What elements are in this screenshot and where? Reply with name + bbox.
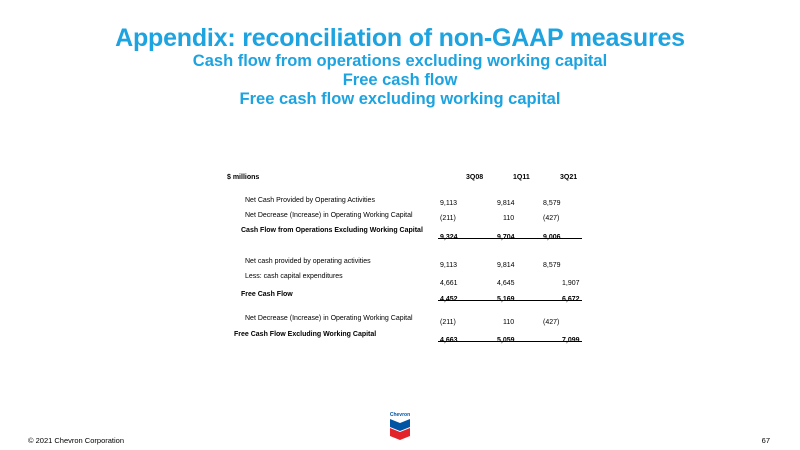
total-3q08: 4,663: [440, 337, 458, 344]
total-3q21: 9,006: [543, 234, 561, 241]
cell-3q08: (211): [440, 215, 456, 222]
column-header-1q11: 1Q11: [513, 174, 530, 181]
row-label: Net Decrease (Increase) in Operating Working Capital: [245, 212, 413, 219]
subtitle-2: Free cash flow: [342, 71, 458, 89]
row-label: Less: cash capital expenditures: [245, 273, 343, 280]
cell-3q21: 8,579: [543, 262, 561, 269]
logo-text: Chevron: [389, 412, 411, 418]
cell-3q08: (211): [440, 319, 456, 326]
row-label: Net cash provided by operating activities: [245, 258, 371, 265]
total-label: Free Cash Flow Excluding Working Capital: [234, 331, 377, 338]
total-label: Free Cash Flow: [241, 291, 293, 298]
unit-header: $ millions: [227, 174, 260, 181]
page-title: Appendix: reconciliation of non-GAAP measures: [115, 24, 685, 52]
column-header-3q21: 3Q21: [560, 174, 578, 181]
cell-1q11: 9,814: [497, 200, 515, 207]
cell-3q08: 4,661: [440, 280, 458, 287]
cell-3q21: 1,907: [562, 280, 580, 287]
total-label: Cash Flow from Operations Excluding Working Capital: [241, 227, 423, 234]
total-1q11: 5,059: [497, 337, 515, 344]
page-number: 67: [761, 436, 770, 445]
total-underline: [438, 238, 582, 239]
cell-3q21: (427): [543, 319, 560, 326]
total-1q11: 9,704: [497, 234, 515, 241]
cell-1q11: 110: [503, 319, 515, 326]
row-label: Net Cash Provided by Operating Activities: [245, 197, 375, 204]
cell-1q11: 9,814: [497, 262, 515, 269]
cell-3q08: 9,113: [440, 262, 457, 269]
subtitle-1: Cash flow from operations excluding working capital: [192, 52, 608, 70]
row-label: Net Decrease (Increase) in Operating Working Capital: [245, 315, 413, 322]
cell-1q11: 4,645: [497, 280, 515, 287]
subtitle-3: Free cash flow excluding working capital: [239, 90, 561, 108]
total-1q11: 5,169: [497, 296, 515, 303]
total-underline: [438, 300, 582, 301]
chevron-logo-icon: [386, 411, 414, 441]
total-underline: [438, 341, 582, 342]
copyright-text: © 2021 Chevron Corporation: [28, 436, 124, 445]
total-3q21: 7,099: [562, 337, 580, 344]
column-header-3q08: 3Q08: [466, 174, 484, 181]
total-3q08: 9,324: [440, 234, 458, 241]
total-3q08: 4,452: [440, 296, 458, 303]
cell-1q11: 110: [503, 215, 515, 222]
cell-3q21: (427): [543, 215, 560, 222]
cell-3q21: 8,579: [543, 200, 561, 207]
cell-3q08: 9,113: [440, 200, 457, 207]
chevron-logo: [386, 411, 414, 441]
total-3q21: 6,672: [562, 296, 580, 303]
